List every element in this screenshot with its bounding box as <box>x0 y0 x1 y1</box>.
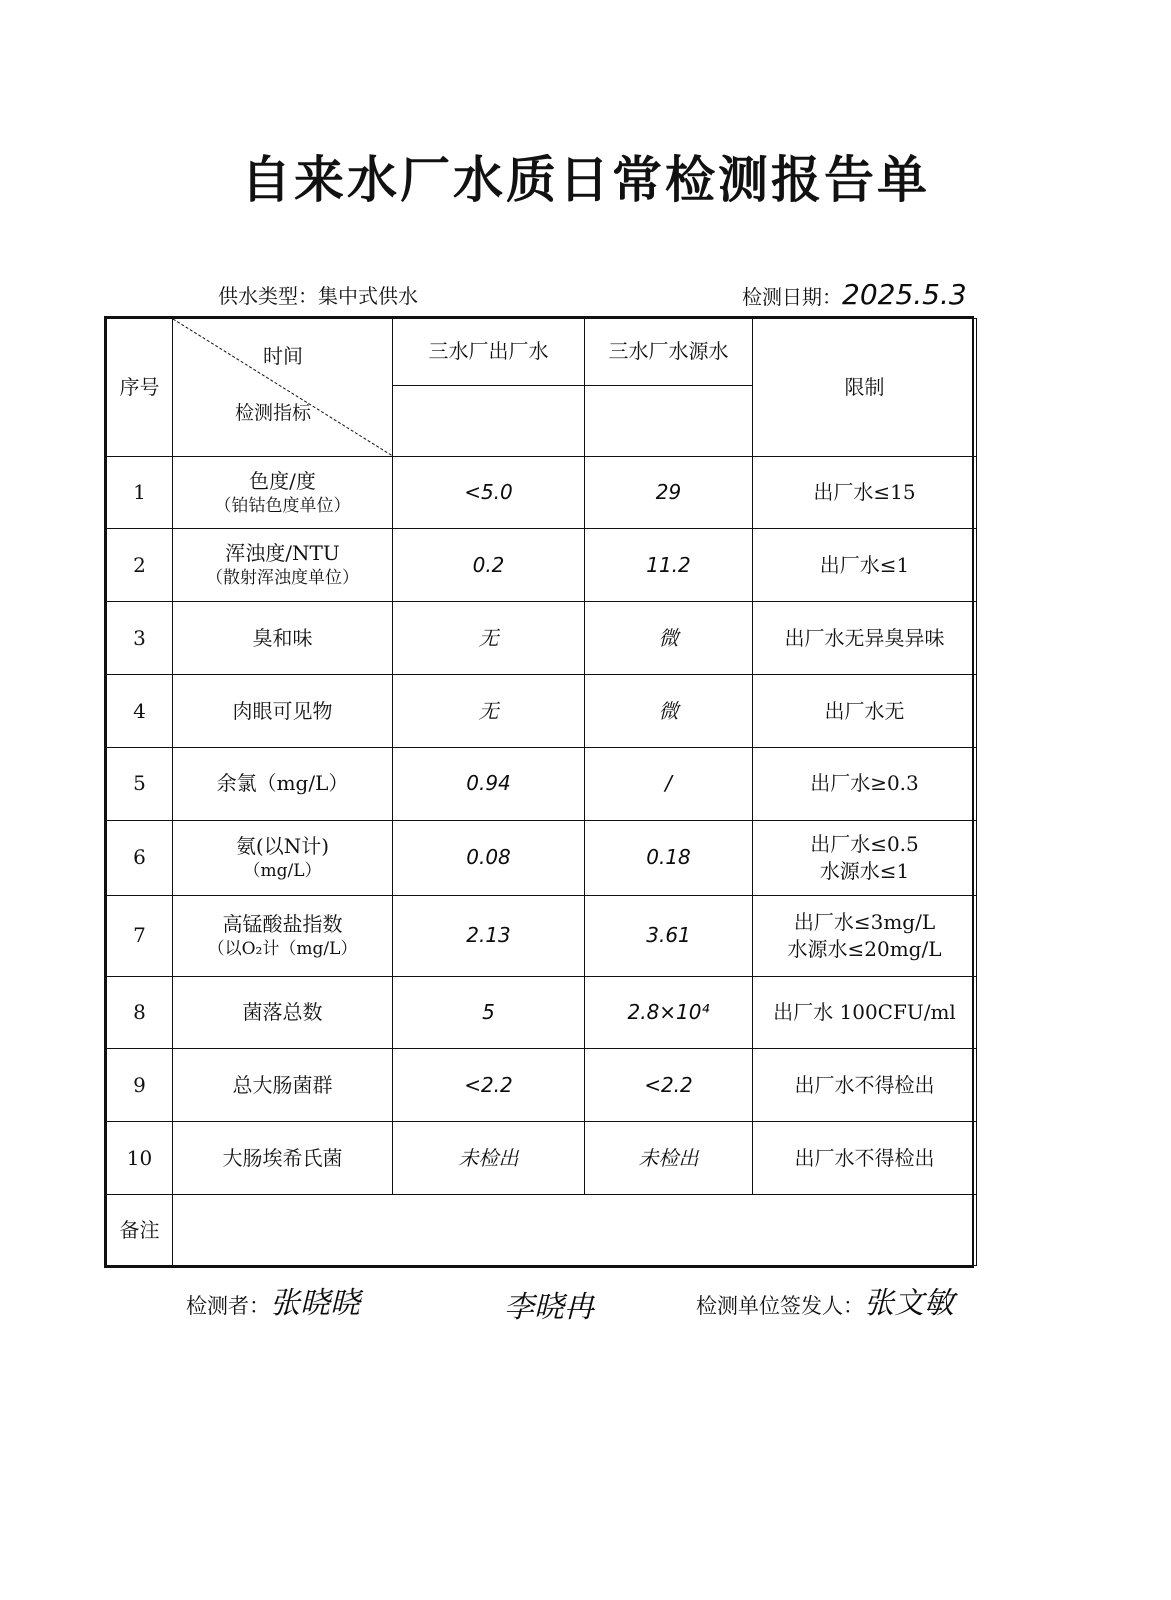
limit-line-2: 水源水≤1 <box>819 858 910 883</box>
issuer-block <box>696 1278 954 1322</box>
indicator-name: 肉眼可见物 <box>232 698 333 723</box>
indicator-name: 色度/度 <box>249 468 316 493</box>
tester-signature-1: 张晓晓 <box>270 1286 360 1321</box>
limit-line-1: 出厂水≤3mg/L <box>793 909 936 934</box>
tester-block <box>186 1278 360 1322</box>
indicator-name: 菌落总数 <box>242 1000 323 1025</box>
header-diagonal-cell <box>173 319 393 457</box>
issuer-label: 检测单位签发人： <box>696 1294 864 1318</box>
row-indicator <box>173 820 393 895</box>
row-no: 2 <box>107 529 173 602</box>
table-row <box>107 976 977 1049</box>
row-indicator <box>173 1049 393 1122</box>
limit-text: 出厂水无 <box>753 675 977 748</box>
table-row <box>107 456 977 529</box>
limit-text <box>753 820 977 895</box>
indicator-name: 臭和味 <box>252 625 313 650</box>
value-source: 未检出 <box>585 1122 753 1195</box>
value-outlet: 0.08 <box>393 820 585 895</box>
table-row <box>107 675 977 748</box>
value-source: 3.61 <box>585 895 753 976</box>
limit-text: 出厂水 100CFU/ml <box>753 976 977 1049</box>
row-no: 8 <box>107 976 173 1049</box>
row-indicator <box>173 1122 393 1195</box>
value-outlet: <2.2 <box>393 1049 585 1122</box>
value-source: 11.2 <box>585 529 753 602</box>
diagonal-line <box>173 319 392 456</box>
supply-type-value: 集中式供水 <box>318 284 418 308</box>
row-no: 6 <box>107 820 173 895</box>
report-title: 自来水厂水质日常检测报告单 <box>241 151 930 209</box>
value-source: / <box>585 747 753 820</box>
value-outlet: 无 <box>393 675 585 748</box>
indicator-unit: （mg/L） <box>243 860 322 881</box>
tester-signature-2: 李晓冉 <box>504 1290 594 1325</box>
limit-text: 出厂水不得检出 <box>753 1122 977 1195</box>
tester-signature-2-block <box>504 1282 594 1326</box>
supply-type <box>218 280 418 309</box>
test-date <box>742 278 967 311</box>
limit-text: 出厂水≤1 <box>753 529 977 602</box>
remark-label: 备注 <box>107 1195 173 1266</box>
limit-line-2: 水源水≤20mg/L <box>787 936 942 961</box>
row-indicator <box>173 529 393 602</box>
table-row <box>107 895 977 976</box>
indicator-name: 氨(以N计) <box>235 833 330 858</box>
header-limit: 限制 <box>753 319 977 457</box>
issuer-signature: 张文敏 <box>864 1286 954 1321</box>
value-outlet: 无 <box>393 602 585 675</box>
value-outlet: 未检出 <box>393 1122 585 1195</box>
value-outlet: 5 <box>393 976 585 1049</box>
value-outlet: 2.13 <box>393 895 585 976</box>
report-table <box>104 316 974 1268</box>
header-time: 时间 <box>263 344 303 368</box>
table-row <box>107 529 977 602</box>
test-date-label: 检测日期： <box>742 285 842 309</box>
row-no: 4 <box>107 675 173 748</box>
header-col-a: 三水厂出厂水 <box>393 319 585 386</box>
row-no: 5 <box>107 747 173 820</box>
row-indicator <box>173 456 393 529</box>
row-no: 9 <box>107 1049 173 1122</box>
row-indicator <box>173 747 393 820</box>
row-no: 7 <box>107 895 173 976</box>
limit-text: 出厂水无异臭异味 <box>753 602 977 675</box>
table-row <box>107 1049 977 1122</box>
row-indicator <box>173 602 393 675</box>
value-outlet: <5.0 <box>393 456 585 529</box>
value-source: 29 <box>585 456 753 529</box>
row-no: 10 <box>107 1122 173 1195</box>
row-indicator <box>173 976 393 1049</box>
value-outlet: 0.94 <box>393 747 585 820</box>
header-indicator: 检测指标 <box>235 402 312 424</box>
indicator-name: 余氯（mg/L） <box>216 771 349 796</box>
indicator-unit: （散射浑浊度单位） <box>206 568 359 589</box>
indicator-unit: （铂钴色度单位） <box>214 495 351 516</box>
table-row <box>107 602 977 675</box>
indicator-name: 浑浊度/NTU <box>225 541 340 566</box>
indicator-unit: （以O₂计（mg/L） <box>207 938 358 959</box>
table-row <box>107 820 977 895</box>
value-source: 微 <box>585 602 753 675</box>
value-source: 微 <box>585 675 753 748</box>
indicator-name: 高锰酸盐指数 <box>222 911 343 936</box>
limit-text <box>753 895 977 976</box>
header-col-b-blank <box>585 385 753 456</box>
header-index: 序号 <box>107 319 173 457</box>
value-outlet: 0.2 <box>393 529 585 602</box>
limit-text: 出厂水≤15 <box>753 456 977 529</box>
tester-label: 检测者： <box>186 1294 270 1318</box>
row-indicator <box>173 895 393 976</box>
indicator-name: 大肠埃希氏菌 <box>222 1145 343 1170</box>
table-row <box>107 747 977 820</box>
indicator-name: 总大肠菌群 <box>232 1072 333 1097</box>
limit-text: 出厂水≥0.3 <box>753 747 977 820</box>
header-col-b: 三水厂水源水 <box>585 319 753 386</box>
header-col-a-blank <box>393 385 585 456</box>
value-source: 0.18 <box>585 820 753 895</box>
remark-row <box>107 1195 977 1266</box>
remark-value <box>173 1195 977 1266</box>
value-source: 2.8×10⁴ <box>585 976 753 1049</box>
row-no: 1 <box>107 456 173 529</box>
table-row <box>107 1122 977 1195</box>
row-indicator <box>173 675 393 748</box>
test-date-value: 2025.5.3 <box>842 278 967 311</box>
value-source: <2.2 <box>585 1049 753 1122</box>
row-no: 3 <box>107 602 173 675</box>
limit-text: 出厂水不得检出 <box>753 1049 977 1122</box>
supply-type-label: 供水类型： <box>218 284 318 308</box>
limit-line-1: 出厂水≤0.5 <box>810 831 919 856</box>
